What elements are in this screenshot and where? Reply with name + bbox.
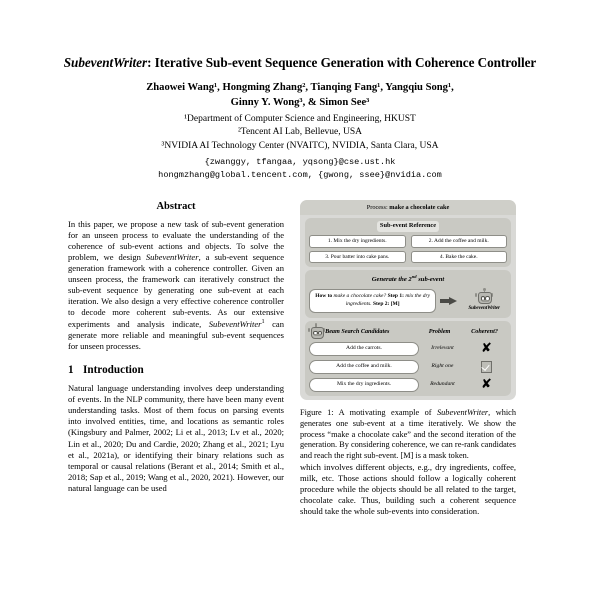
cross-icon: ✘ (480, 341, 492, 357)
prompt-italic-1: make a chocolate cake? (332, 293, 388, 300)
sub-event-reference-panel (305, 218, 511, 268)
robot-head (311, 327, 325, 339)
candidates-header-row (309, 325, 507, 338)
title-block (0, 0, 600, 182)
prompt-italic-2: mix the dry ingredients. (345, 293, 431, 308)
sub-event-reference-title: Sub-event Reference (377, 221, 439, 232)
robot-head (478, 292, 492, 304)
candidate-text: Mix the dry ingredients. (309, 378, 419, 392)
generation-title-pre: Generate the 2 (371, 276, 412, 284)
figure-1 (300, 200, 516, 462)
email-line-1: {zwanggy, tfangaa, yqsong}@cse.ust.hk (204, 157, 396, 168)
affiliation-list (62, 113, 538, 153)
section-title: Introduction (83, 364, 144, 377)
candidate-row (309, 342, 507, 356)
beam-search-candidates-panel (305, 321, 511, 396)
page-title (62, 54, 538, 71)
candidate-coherent-mark (466, 361, 507, 373)
process-label: Process: (366, 203, 388, 211)
generation-title-post: sub-event (416, 276, 445, 284)
affiliation-1: ¹Department of Computer Science and Engineering, HKUST (184, 113, 416, 124)
affiliation-2: ²Tencent AI Lab, Bellevue, USA (237, 127, 363, 138)
candidate-coherent-mark (466, 342, 507, 355)
robot-icon (309, 325, 323, 338)
abstract-body: In this paper, we propose a new task of sub-event generation for an unseen process to evaluate the understanding of the coherence of sub-event actions and objects. To solve the problem, we design SubeventWriter, a sub-event sequence generation framework with a coherence controller. Given an unseen process, the framework can iteratively construct the sub-event sequence by generating one sub-event at each iteration. We also design a very effective coherence controller to decode more coherent sub-events. As our extensive experiments and analysis indicate, SubeventWriter$^1$ can generate more reliable and meaningful sub-event sequences for unseen processes. (68, 218, 284, 352)
candidate-coherent-mark (466, 378, 507, 391)
left-column (68, 200, 284, 494)
sub-event-reference-grid (309, 235, 507, 263)
affiliation-3: ³NVIDIA AI Technology Center (NVAITC), NVIDIA, Santa Clara, USA (161, 140, 439, 151)
right-column-paragraph: which involves different objects, e.g., dry ingredients, coffee, milk, etc. Those actions should follow a logically coherent procedure while the objects should be all related to the target, chocolate cake. Thus, building such a coherent sequence should take the whole sub-events into consideration. (300, 461, 516, 517)
right-column (300, 200, 516, 517)
candidates-title: Beam Search Candidates (325, 327, 390, 335)
body-columns (0, 200, 600, 600)
column-header-problem: Problem (428, 327, 451, 335)
model-tag (461, 291, 507, 312)
section-heading-introduction (68, 363, 284, 378)
author-line-1: Zhaowei Wang¹, Hongming Zhang², Tianqing Fang¹, Yangqiu Song¹, (146, 82, 454, 94)
candidate-row (309, 378, 507, 392)
reference-item: 2. Add the coffee and milk. (411, 235, 508, 248)
email-line-2: hongmzhang@global.tencent.com, {gwong, ssee}@nvidia.com (158, 170, 442, 181)
reference-item: 3. Pour batter into cake pans. (309, 251, 406, 264)
figure-1-caption (300, 408, 516, 462)
prompt-bold-2: Step 1: (387, 293, 404, 300)
robot-ear-left (475, 293, 477, 297)
prompt-bold-3: Step 2: [M] (373, 301, 400, 308)
figure-1-graphic (300, 200, 516, 400)
generation-title-ordinal: nd (411, 274, 417, 280)
figure-caption-part-2: , which generates one sub-event at a time iteratively. We show the process “make a chocolate cake” and the second iteration of the generation. By considering coherence, we can re-rank candidates and reach the right sub-event. [M] is a mask token. (300, 408, 516, 461)
arrow-right-icon (440, 297, 457, 305)
robot-icon (477, 291, 492, 304)
process-bar (300, 200, 516, 215)
author-list (62, 81, 538, 109)
email-list (62, 156, 538, 182)
arrow-tail (440, 299, 449, 303)
page-title-rest: : Iterative Sub-event Sequence Generation with Coherence Controller (147, 55, 537, 70)
author-line-2: Ginny Y. Wong³, & Simon See³ (230, 96, 370, 108)
candidate-text: Add the coffee and milk. (309, 360, 419, 374)
model-name-label: SubeventWriter (468, 304, 500, 311)
figure-caption-part-1: A motivating example of (333, 408, 437, 418)
reference-item: 1. Mix the dry ingredients. (309, 235, 406, 248)
candidate-problem: Irrelevant (431, 345, 454, 352)
generation-row (309, 289, 507, 313)
arrow-head (449, 297, 457, 305)
generation-panel-title (309, 274, 507, 285)
page-title-system-name: SubeventWriter (63, 55, 148, 70)
prompt-bold-1: How to (315, 293, 333, 300)
cross-icon: ✘ (480, 377, 492, 393)
robot-ear-left (308, 328, 310, 332)
robot-mouth (314, 334, 321, 336)
column-header-coherent: Coherent? (471, 327, 498, 335)
candidate-row (309, 360, 507, 374)
prompt-box (309, 289, 436, 313)
robot-antenna-dot (483, 288, 486, 291)
checkbox-checked-icon (481, 361, 493, 373)
figure-caption-prefix: Figure 1: (300, 408, 334, 418)
intro-paragraph-1: Natural language understanding involves deep understanding of events. In the NLP community, there have been many event understanding tasks. Most of them focus on parsing events into involved entities, time, and locations as semantic roles (Kingsbury and Palmer, 2002; Li et al., 2013; Lv et al., 2020; Lin et al., 2020; Du and Cardie, 2020; Zhang et al., 2021; Lyu et al., 2021a), or identifying their binary relations such as temporal or causal relations (Berant et al., 2014; Smith et al., 2018; Sap et al., 2019; Wang et al., 2020, 2021). However, our natural language can be used (68, 383, 284, 493)
candidate-problem: Right one (431, 363, 454, 370)
robot-mouth (482, 300, 489, 302)
abstract-heading: Abstract (156, 201, 196, 212)
candidate-problem: Redundant (430, 381, 455, 388)
reference-item: 4. Bake the cake. (411, 251, 508, 264)
figure-caption-system-name: SubeventWriter (437, 408, 489, 418)
section-number: 1 (68, 364, 74, 377)
generation-panel (305, 270, 511, 318)
candidate-text: Add the carrots. (309, 342, 419, 356)
process-value: make a chocolate cake (389, 203, 450, 211)
